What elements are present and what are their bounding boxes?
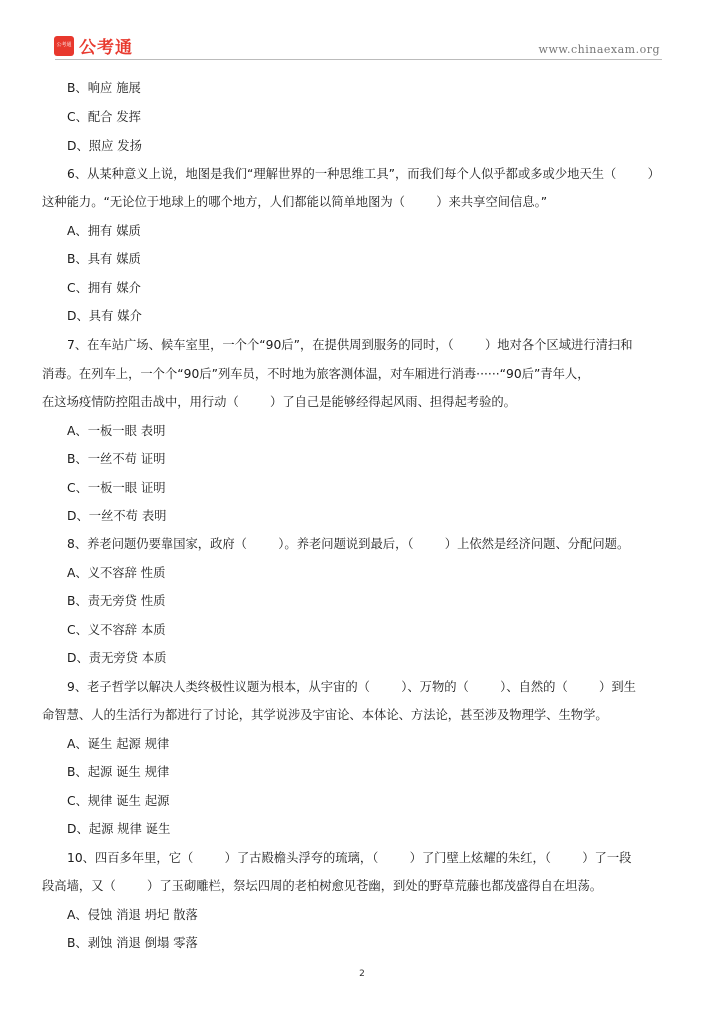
question-9-line-2: 命智慧、人的生活行为都进行了讨论，其学说涉及宇宙论、本体论、方法论，甚至涉及物理学、生物学。 <box>42 708 608 722</box>
question-9-line-1: 9、老子哲学以解决人类终极性议题为根本，从宇宙的（ ）、万物的（ ）、自然的（ ）到生 <box>67 680 636 694</box>
option-b-q5: B、响应 施展 <box>67 81 141 95</box>
page-header <box>0 0 724 62</box>
option-c-q5: C、配合 发挥 <box>67 110 141 124</box>
question-7-line-2: 消毒。在列车上，一个个“90后”列车员，不时地为旅客测体温，对车厢进行消毒······“90后”青年人， <box>42 367 590 381</box>
option-d-q5: D、照应 发扬 <box>67 139 142 153</box>
option-a-q7: A、一板一眼 表明 <box>67 424 166 438</box>
question-6-line-2: 这种能力。“无论位于地球上的哪个地方，人们都能以简单地图为（ ）来共享空间信息。” <box>42 195 548 209</box>
option-b-q6: B、具有 媒质 <box>67 252 141 266</box>
option-d-q6: D、具有 媒介 <box>67 309 142 323</box>
header-divider <box>55 59 662 60</box>
option-d-q7: D、一丝不苟 表明 <box>67 509 167 523</box>
option-a-q6: A、拥有 媒质 <box>67 224 141 238</box>
option-b-q7: B、一丝不苟 证明 <box>67 452 166 466</box>
option-d-q8: D、责无旁贷 本质 <box>67 651 167 665</box>
option-b-q10: B、剥蚀 消退 倒塌 零落 <box>67 936 198 950</box>
option-a-q8: A、义不容辞 性质 <box>67 566 166 580</box>
option-b-q9: B、起源 诞生 规律 <box>67 765 170 779</box>
question-10-line-1: 10、四百多年里，它（ ）了古殿檐头浮夸的琉璃，（ ）了门壁上炫耀的朱红，（ ）了一段 <box>67 851 632 865</box>
logo[interactable] <box>54 33 133 58</box>
logo-badge: 公考通 <box>54 36 74 56</box>
option-b-q8: B、责无旁贷 性质 <box>67 594 166 608</box>
question-8-line-1: 8、养老问题仍要靠国家，政府（ ）。养老问题说到最后，（ ）上依然是经济问题、分配问题。 <box>67 537 630 551</box>
question-7-line-3: 在这场疫情防控阻击战中，用行动（ ）了自己是能够经得起风雨、担得起考验的。 <box>42 395 516 409</box>
option-d-q9: D、起源 规律 诞生 <box>67 822 171 836</box>
question-10-line-2: 段高墙，又（ ）了玉砌雕栏，祭坛四周的老柏树愈见苍幽，到处的野草荒藤也都茂盛得自在坦荡。 <box>42 879 603 893</box>
page-number: 2 <box>359 969 365 979</box>
option-a-q10: A、侵蚀 消退 坍圮 散落 <box>67 908 198 922</box>
option-c-q6: C、拥有 媒介 <box>67 281 141 295</box>
question-6-line-1: 6、从某种意义上说，地图是我们“理解世界的一种思维工具”，而我们每个人似乎都或多或少地天生（ ） <box>67 167 660 181</box>
option-c-q9: C、规律 诞生 起源 <box>67 794 170 808</box>
option-c-q8: C、义不容辞 本质 <box>67 623 166 637</box>
option-a-q9: A、诞生 起源 规律 <box>67 737 170 751</box>
option-c-q7: C、一板一眼 证明 <box>67 481 166 495</box>
question-7-line-1: 7、在车站广场、候车室里，一个个“90后”，在提供周到服务的同时，（ ）地对各个区域进行清扫和 <box>67 338 633 352</box>
logo-text: 公考通 <box>79 38 133 58</box>
site-url[interactable]: www.chinaexam.org <box>538 43 660 56</box>
